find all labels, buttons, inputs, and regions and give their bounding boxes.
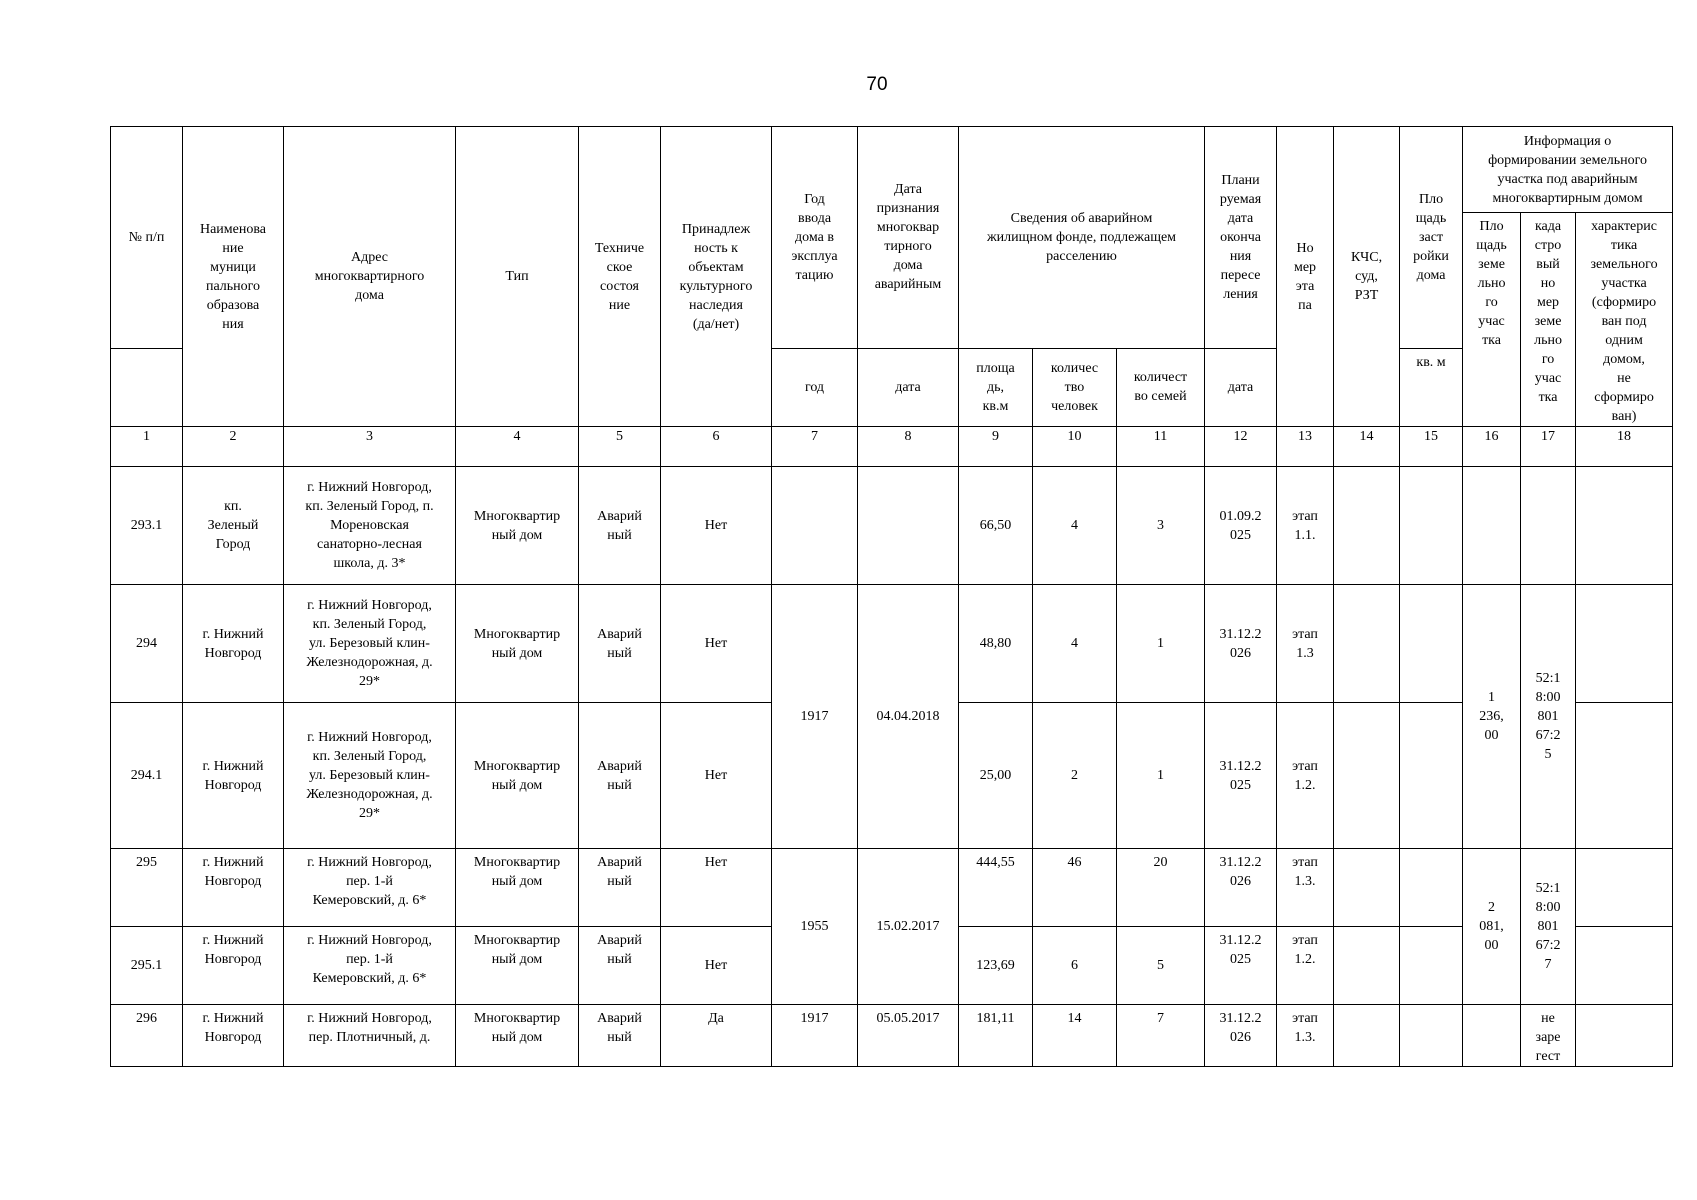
condition-cell: Аварий ный bbox=[579, 467, 661, 585]
column-number: 13 bbox=[1277, 427, 1334, 467]
building-area-cell bbox=[1400, 585, 1463, 703]
condition-cell: Аварий ный bbox=[579, 849, 661, 927]
row-number: 295.1 bbox=[111, 927, 183, 1005]
cadastral-cell: не заре гест bbox=[1521, 1005, 1576, 1067]
column-number: 14 bbox=[1334, 427, 1400, 467]
stage-cell: этап 1.3 bbox=[1277, 585, 1334, 703]
area-cell: 123,69 bbox=[959, 927, 1033, 1005]
header-plot-characteristic: характерис тика земельного участка (сформиро ван под одним домом, не сформиро ван) bbox=[1576, 213, 1673, 427]
type-cell: Многоквартир ный дом bbox=[456, 1005, 579, 1067]
people-cell: 4 bbox=[1033, 585, 1117, 703]
address-cell: г. Нижний Новгород, кп. Зеленый Город, ул. Березовый клин- Железнодорожная, д. 29* bbox=[284, 585, 456, 703]
type-cell: Многоквартир ный дом bbox=[456, 585, 579, 703]
header-plot-area: Пло щадь земе льно го учас тка bbox=[1463, 213, 1521, 427]
stage-cell: этап 1.3. bbox=[1277, 849, 1334, 927]
condition-cell: Аварий ный bbox=[579, 1005, 661, 1067]
kchs-cell bbox=[1334, 467, 1400, 585]
column-number: 9 bbox=[959, 427, 1033, 467]
column-number: 11 bbox=[1117, 427, 1205, 467]
heritage-cell: Нет bbox=[661, 927, 772, 1005]
type-cell: Многоквартир ный дом bbox=[456, 927, 579, 1005]
building-area-cell bbox=[1400, 467, 1463, 585]
kchs-cell bbox=[1334, 703, 1400, 849]
municipality-cell: г. Нижний Новгород bbox=[183, 585, 284, 703]
address-cell: г. Нижний Новгород, пер. 1-й Кемеровский, д. 6* bbox=[284, 849, 456, 927]
end-date-cell: 31.12.2 025 bbox=[1205, 927, 1277, 1005]
table-row bbox=[111, 467, 1673, 585]
area-cell: 66,50 bbox=[959, 467, 1033, 585]
row-number: 296 bbox=[111, 1005, 183, 1067]
table-row bbox=[111, 585, 1673, 703]
header-heritage: Принадлеж ность к объектам культурного наследия (да/нет) bbox=[661, 127, 772, 427]
municipality-cell: кп. Зеленый Город bbox=[183, 467, 284, 585]
header-building-area: Пло щадь заст ройки дома bbox=[1400, 127, 1463, 349]
end-date-cell: 01.09.2 025 bbox=[1205, 467, 1277, 585]
families-cell: 1 bbox=[1117, 585, 1205, 703]
header-number-empty bbox=[111, 348, 183, 426]
families-cell: 3 bbox=[1117, 467, 1205, 585]
header-emergency-date: Дата признания многоквар тирного дома аварийным bbox=[858, 127, 959, 349]
subheader-area: площа дь, кв.м bbox=[959, 348, 1033, 426]
type-cell: Многоквартир ный дом bbox=[456, 849, 579, 927]
subheader-date: дата bbox=[858, 348, 959, 426]
area-cell: 444,55 bbox=[959, 849, 1033, 927]
column-number: 16 bbox=[1463, 427, 1521, 467]
subheader-people: количес тво человек bbox=[1033, 348, 1117, 426]
address-cell: г. Нижний Новгород, пер. 1-й Кемеровский, д. 6* bbox=[284, 927, 456, 1005]
subheader-year: год bbox=[772, 348, 858, 426]
column-number: 3 bbox=[284, 427, 456, 467]
stage-cell: этап 1.3. bbox=[1277, 1005, 1334, 1067]
header-year-built: Год ввода дома в эксплуа тацию bbox=[772, 127, 858, 349]
column-number: 18 bbox=[1576, 427, 1673, 467]
page-number: 70 bbox=[866, 74, 888, 95]
people-cell: 14 bbox=[1033, 1005, 1117, 1067]
heritage-cell: Нет bbox=[661, 849, 772, 927]
people-cell: 46 bbox=[1033, 849, 1117, 927]
subheader-end-date: дата bbox=[1205, 348, 1277, 426]
row-number: 294.1 bbox=[111, 703, 183, 849]
heritage-cell: Нет bbox=[661, 703, 772, 849]
year-cell: 1917 bbox=[772, 1005, 858, 1067]
municipality-cell: г. Нижний Новгород bbox=[183, 703, 284, 849]
header-planned-end: Плани руемая дата оконча ния пересе ления bbox=[1205, 127, 1277, 349]
table-row bbox=[111, 849, 1673, 927]
address-cell: г. Нижний Новгород, кп. Зеленый Город, ул. Березовый клин- Железнодорожная, д. 29* bbox=[284, 703, 456, 849]
area-cell: 25,00 bbox=[959, 703, 1033, 849]
plot-area-cell: 1 236, 00 bbox=[1463, 585, 1521, 849]
type-cell: Многоквартир ный дом bbox=[456, 703, 579, 849]
column-number: 8 bbox=[858, 427, 959, 467]
kchs-cell bbox=[1334, 1005, 1400, 1067]
column-number: 10 bbox=[1033, 427, 1117, 467]
column-number: 7 bbox=[772, 427, 858, 467]
building-area-cell bbox=[1400, 849, 1463, 927]
date-cell bbox=[858, 467, 959, 585]
address-cell: г. Нижний Новгород, кп. Зеленый Город, п. Мореновская санаторно-лесная школа, д. 3* bbox=[284, 467, 456, 585]
year-cell: 1917 bbox=[772, 585, 858, 849]
families-cell: 1 bbox=[1117, 703, 1205, 849]
kchs-cell bbox=[1334, 585, 1400, 703]
plot-area-cell: 2 081, 00 bbox=[1463, 849, 1521, 1005]
header-kchs: КЧС, суд, РЗТ bbox=[1334, 127, 1400, 427]
year-cell: 1955 bbox=[772, 849, 858, 1005]
date-cell: 04.04.2018 bbox=[858, 585, 959, 849]
families-cell: 20 bbox=[1117, 849, 1205, 927]
municipality-cell: г. Нижний Новгород bbox=[183, 1005, 284, 1067]
table-row bbox=[111, 1005, 1673, 1067]
condition-cell: Аварий ный bbox=[579, 585, 661, 703]
row-number: 293.1 bbox=[111, 467, 183, 585]
condition-cell: Аварий ный bbox=[579, 703, 661, 849]
municipality-cell: г. Нижний Новгород bbox=[183, 849, 284, 927]
stage-cell: этап 1.1. bbox=[1277, 467, 1334, 585]
end-date-cell: 31.12.2 026 bbox=[1205, 849, 1277, 927]
heritage-cell: Нет bbox=[661, 467, 772, 585]
area-cell: 48,80 bbox=[959, 585, 1033, 703]
end-date-cell: 31.12.2 026 bbox=[1205, 585, 1277, 703]
column-number: 5 bbox=[579, 427, 661, 467]
column-number: 2 bbox=[183, 427, 284, 467]
families-cell: 7 bbox=[1117, 1005, 1205, 1067]
row-number: 294 bbox=[111, 585, 183, 703]
families-cell: 5 bbox=[1117, 927, 1205, 1005]
people-cell: 4 bbox=[1033, 467, 1117, 585]
people-cell: 6 bbox=[1033, 927, 1117, 1005]
year-cell bbox=[772, 467, 858, 585]
header-land-plot-group: Информация о формировании земельного участка под аварийным многоквартирным домом bbox=[1463, 127, 1673, 213]
plot-characteristic-cell bbox=[1576, 703, 1673, 849]
column-number: 12 bbox=[1205, 427, 1277, 467]
header-stage-number: Но мер эта па bbox=[1277, 127, 1334, 427]
header-cadastral-number: када стро вый но мер земе льно го учас тка bbox=[1521, 213, 1576, 427]
column-number: 1 bbox=[111, 427, 183, 467]
plot-area-cell bbox=[1463, 1005, 1521, 1067]
end-date-cell: 31.12.2 025 bbox=[1205, 703, 1277, 849]
header-number: № п/п bbox=[111, 127, 183, 349]
column-number: 15 bbox=[1400, 427, 1463, 467]
plot-area-cell bbox=[1463, 467, 1521, 585]
building-area-cell bbox=[1400, 927, 1463, 1005]
plot-characteristic-cell bbox=[1576, 585, 1673, 703]
kchs-cell bbox=[1334, 927, 1400, 1005]
municipality-cell: г. Нижний Новгород bbox=[183, 927, 284, 1005]
header-emergency-fund-group: Сведения об аварийном жилищном фонде, подлежащем расселению bbox=[959, 127, 1205, 349]
header-type: Тип bbox=[456, 127, 579, 427]
emergency-housing-table bbox=[110, 126, 1673, 1067]
plot-characteristic-cell bbox=[1576, 849, 1673, 927]
type-cell: Многоквартир ный дом bbox=[456, 467, 579, 585]
cadastral-cell: 52:1 8:00 801 67:2 5 bbox=[1521, 585, 1576, 849]
header-municipality: Наименова ние муници пального образова ния bbox=[183, 127, 284, 427]
stage-cell: этап 1.2. bbox=[1277, 927, 1334, 1005]
date-cell: 05.05.2017 bbox=[858, 1005, 959, 1067]
header-address: Адрес многоквартирного дома bbox=[284, 127, 456, 427]
end-date-cell: 31.12.2 026 bbox=[1205, 1005, 1277, 1067]
people-cell: 2 bbox=[1033, 703, 1117, 849]
column-number: 6 bbox=[661, 427, 772, 467]
subheader-families: количест во семей bbox=[1117, 348, 1205, 426]
column-number: 17 bbox=[1521, 427, 1576, 467]
date-cell: 15.02.2017 bbox=[858, 849, 959, 1005]
cadastral-cell bbox=[1521, 467, 1576, 585]
row-number: 295 bbox=[111, 849, 183, 927]
heritage-cell: Да bbox=[661, 1005, 772, 1067]
subheader-building-area-unit: кв. м bbox=[1400, 348, 1463, 426]
building-area-cell bbox=[1400, 703, 1463, 849]
building-area-cell bbox=[1400, 1005, 1463, 1067]
header-condition: Техниче ское состоя ние bbox=[579, 127, 661, 427]
area-cell: 181,11 bbox=[959, 1005, 1033, 1067]
column-number: 4 bbox=[456, 427, 579, 467]
plot-characteristic-cell bbox=[1576, 467, 1673, 585]
heritage-cell: Нет bbox=[661, 585, 772, 703]
cadastral-cell: 52:1 8:00 801 67:2 7 bbox=[1521, 849, 1576, 1005]
condition-cell: Аварий ный bbox=[579, 927, 661, 1005]
address-cell: г. Нижний Новгород, пер. Плотничный, д. bbox=[284, 1005, 456, 1067]
plot-characteristic-cell bbox=[1576, 1005, 1673, 1067]
plot-characteristic-cell bbox=[1576, 927, 1673, 1005]
kchs-cell bbox=[1334, 849, 1400, 927]
stage-cell: этап 1.2. bbox=[1277, 703, 1334, 849]
